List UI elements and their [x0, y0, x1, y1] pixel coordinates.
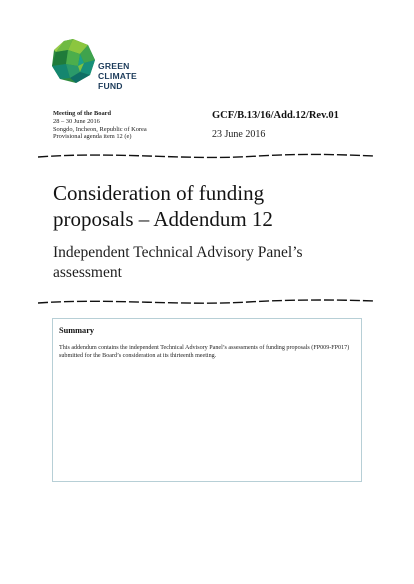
brand-line-climate: CLIMATE	[98, 70, 137, 81]
document-reference: GCF/B.13/16/Add.12/Rev.01	[212, 110, 339, 121]
meeting-agenda: Provisional agenda item 12 (e)	[53, 133, 132, 141]
title-line-2: proposals – Addendum 12	[53, 207, 273, 231]
divider-top	[38, 150, 374, 162]
brand-line-fund: FUND	[98, 80, 123, 91]
subtitle-line-2: assessment	[53, 264, 122, 281]
meeting-title: Meeting of the Board	[53, 110, 112, 117]
document-title	[53, 180, 373, 232]
title-line-1: Consideration of funding	[53, 181, 265, 205]
meeting-dates: 28 – 30 June 2016	[53, 117, 100, 125]
subtitle-line-1: Independent Technical Advisory Panel’s	[53, 244, 303, 261]
summary-box	[52, 318, 362, 482]
document-date: 23 June 2016	[212, 129, 266, 140]
brand-name	[98, 62, 137, 91]
green-climate-fund-globe-icon	[50, 38, 96, 84]
brand-line-green: GREEN	[98, 61, 130, 71]
meeting-location: Songdo, Incheon, Republic of Korea	[53, 125, 147, 133]
summary-heading: Summary	[59, 326, 95, 335]
meeting-info	[53, 110, 147, 141]
summary-text: This addendum contains the independent Technical Advisory Panel’s assessments of funding proposals (FP009-FP017) submitted for the Board’s consideration at its thirteenth meeting.	[59, 345, 350, 360]
document-subtitle	[53, 243, 373, 283]
divider-bottom	[38, 296, 374, 308]
